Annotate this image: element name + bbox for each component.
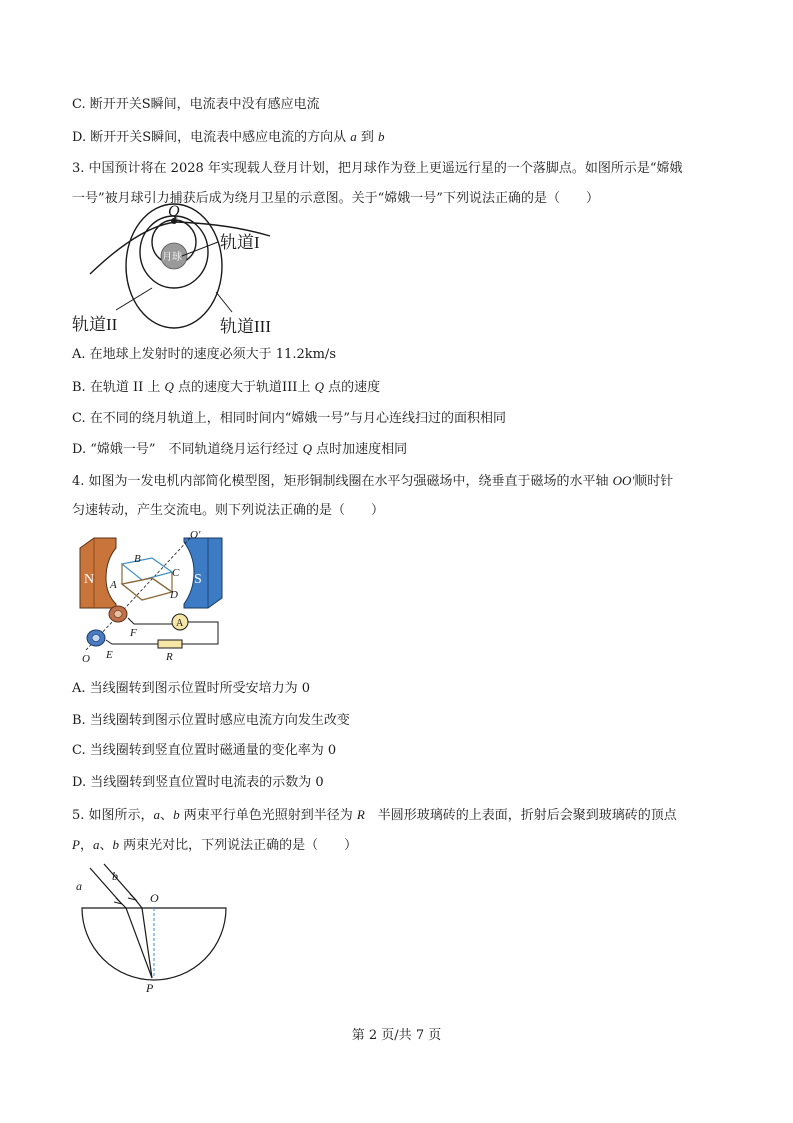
q4-generator-figure — [72, 528, 232, 668]
label-a: A — [110, 579, 117, 591]
q3-stem-line-2: 一号”被月球引力捕获后成为绕月卫星的示意图。关于“嫦娥一号”下列说法正确的是（ ） — [72, 191, 599, 206]
label-e: E — [106, 649, 113, 661]
q3-option-a: A. 在地球上发射时的速度必须大于 11.2km/s — [72, 347, 336, 362]
slip-ring-2-hole — [92, 635, 100, 642]
brush-f-wire — [128, 618, 178, 624]
orbit1-leader — [182, 242, 218, 256]
south-magnet — [184, 538, 222, 608]
q4-stem-line-2: 匀速转动，产生交流电。则下列说法正确的是（ ） — [72, 503, 385, 518]
orbit2-label: 轨道II — [72, 315, 118, 334]
label-o-prime: O′ — [190, 529, 201, 541]
q3-option-c: C. 在不同的绕月轨道上，相同时间内“嫦娥一号”与月心连线扫过的面积相同 — [72, 411, 507, 426]
q2-option-d: D. 断开开关S瞬间，电流表中感应电流的方向从 a 到 b — [72, 129, 385, 145]
point-q-label: Q — [168, 203, 180, 220]
q5-stem-line-1: 5. 如图所示，a、b 两束平行单色光照射到半径为 R 半圆形玻璃砖的上表面，折射后会聚到玻璃砖的顶点 — [72, 807, 677, 823]
label-r: R — [166, 651, 173, 663]
south-label: S — [194, 572, 202, 587]
ray-a-refracted — [126, 908, 152, 978]
slip-ring-1-hole — [114, 611, 122, 618]
q4-option-b: B. 当线圈转到图示位置时感应电流方向发生改变 — [72, 713, 350, 728]
brush-e-wire — [106, 640, 158, 644]
label-o: O — [82, 653, 90, 665]
page-footer: 第 2 页/共 7 页 — [351, 1028, 442, 1043]
moon-label: 月球 — [162, 252, 182, 263]
label-b: b — [112, 869, 118, 883]
q5-stem-line-2: P，a、b 两束光对比，下列说法正确的是（ ） — [72, 837, 358, 853]
q3-orbit-figure — [70, 203, 290, 340]
q4-option-a: A. 当线圈转到图示位置时所受安培力为 0 — [72, 681, 311, 696]
ray-b-incident — [104, 864, 134, 898]
label-c: C — [172, 567, 180, 579]
q3-stem-line-1: 3. 中国预计将在 2028 年实现载人登月计划，把月球作为登上更遥远行星的一个落脚点。如图所示是“嫦娥 — [72, 161, 683, 176]
ray-a-join — [120, 902, 126, 908]
q5-glass-figure — [72, 862, 242, 994]
label-p: P — [146, 981, 154, 995]
label-f: F — [130, 627, 137, 639]
label-b: B — [134, 553, 141, 565]
ray-b-refracted — [142, 908, 152, 978]
orbit2-leader — [116, 288, 152, 310]
q4-stem-line-1: 4. 如图为一发电机内部简化模型图，矩形铜制线圈在水平匀强磁场中，绕垂直于磁场的水平轴 OO′顺时针 — [72, 473, 674, 489]
orbit1-label: 轨道I — [220, 233, 260, 252]
resistor — [158, 640, 182, 648]
coil-top — [122, 558, 172, 580]
q4-option-c: C. 当线圈转到竖直位置时磁通量的变化率为 0 — [72, 743, 337, 758]
orbit3-label: 轨道III — [220, 317, 271, 336]
q3-option-d: D. “嫦娥一号” 不同轨道绕月运行经过 Q 点时加速度相同 — [72, 441, 408, 457]
coil-bottom — [122, 578, 172, 600]
north-label: N — [84, 572, 95, 587]
ammeter-label: A — [176, 618, 184, 629]
orbit3-leader — [216, 292, 232, 312]
q2-option-c: C. 断开开关S瞬间，电流表中没有感应电流 — [72, 97, 320, 112]
ray-b-join — [134, 898, 142, 908]
q3-option-b: B. 在轨道 II 上 Q 点的速度大于轨道III上 Q 点的速度 — [72, 379, 381, 395]
q4-option-d: D. 当线圈转到竖直位置时电流表的示数为 0 — [72, 775, 324, 790]
label-o: O — [150, 891, 159, 905]
label-d: D — [170, 589, 178, 601]
label-a: a — [76, 879, 82, 893]
